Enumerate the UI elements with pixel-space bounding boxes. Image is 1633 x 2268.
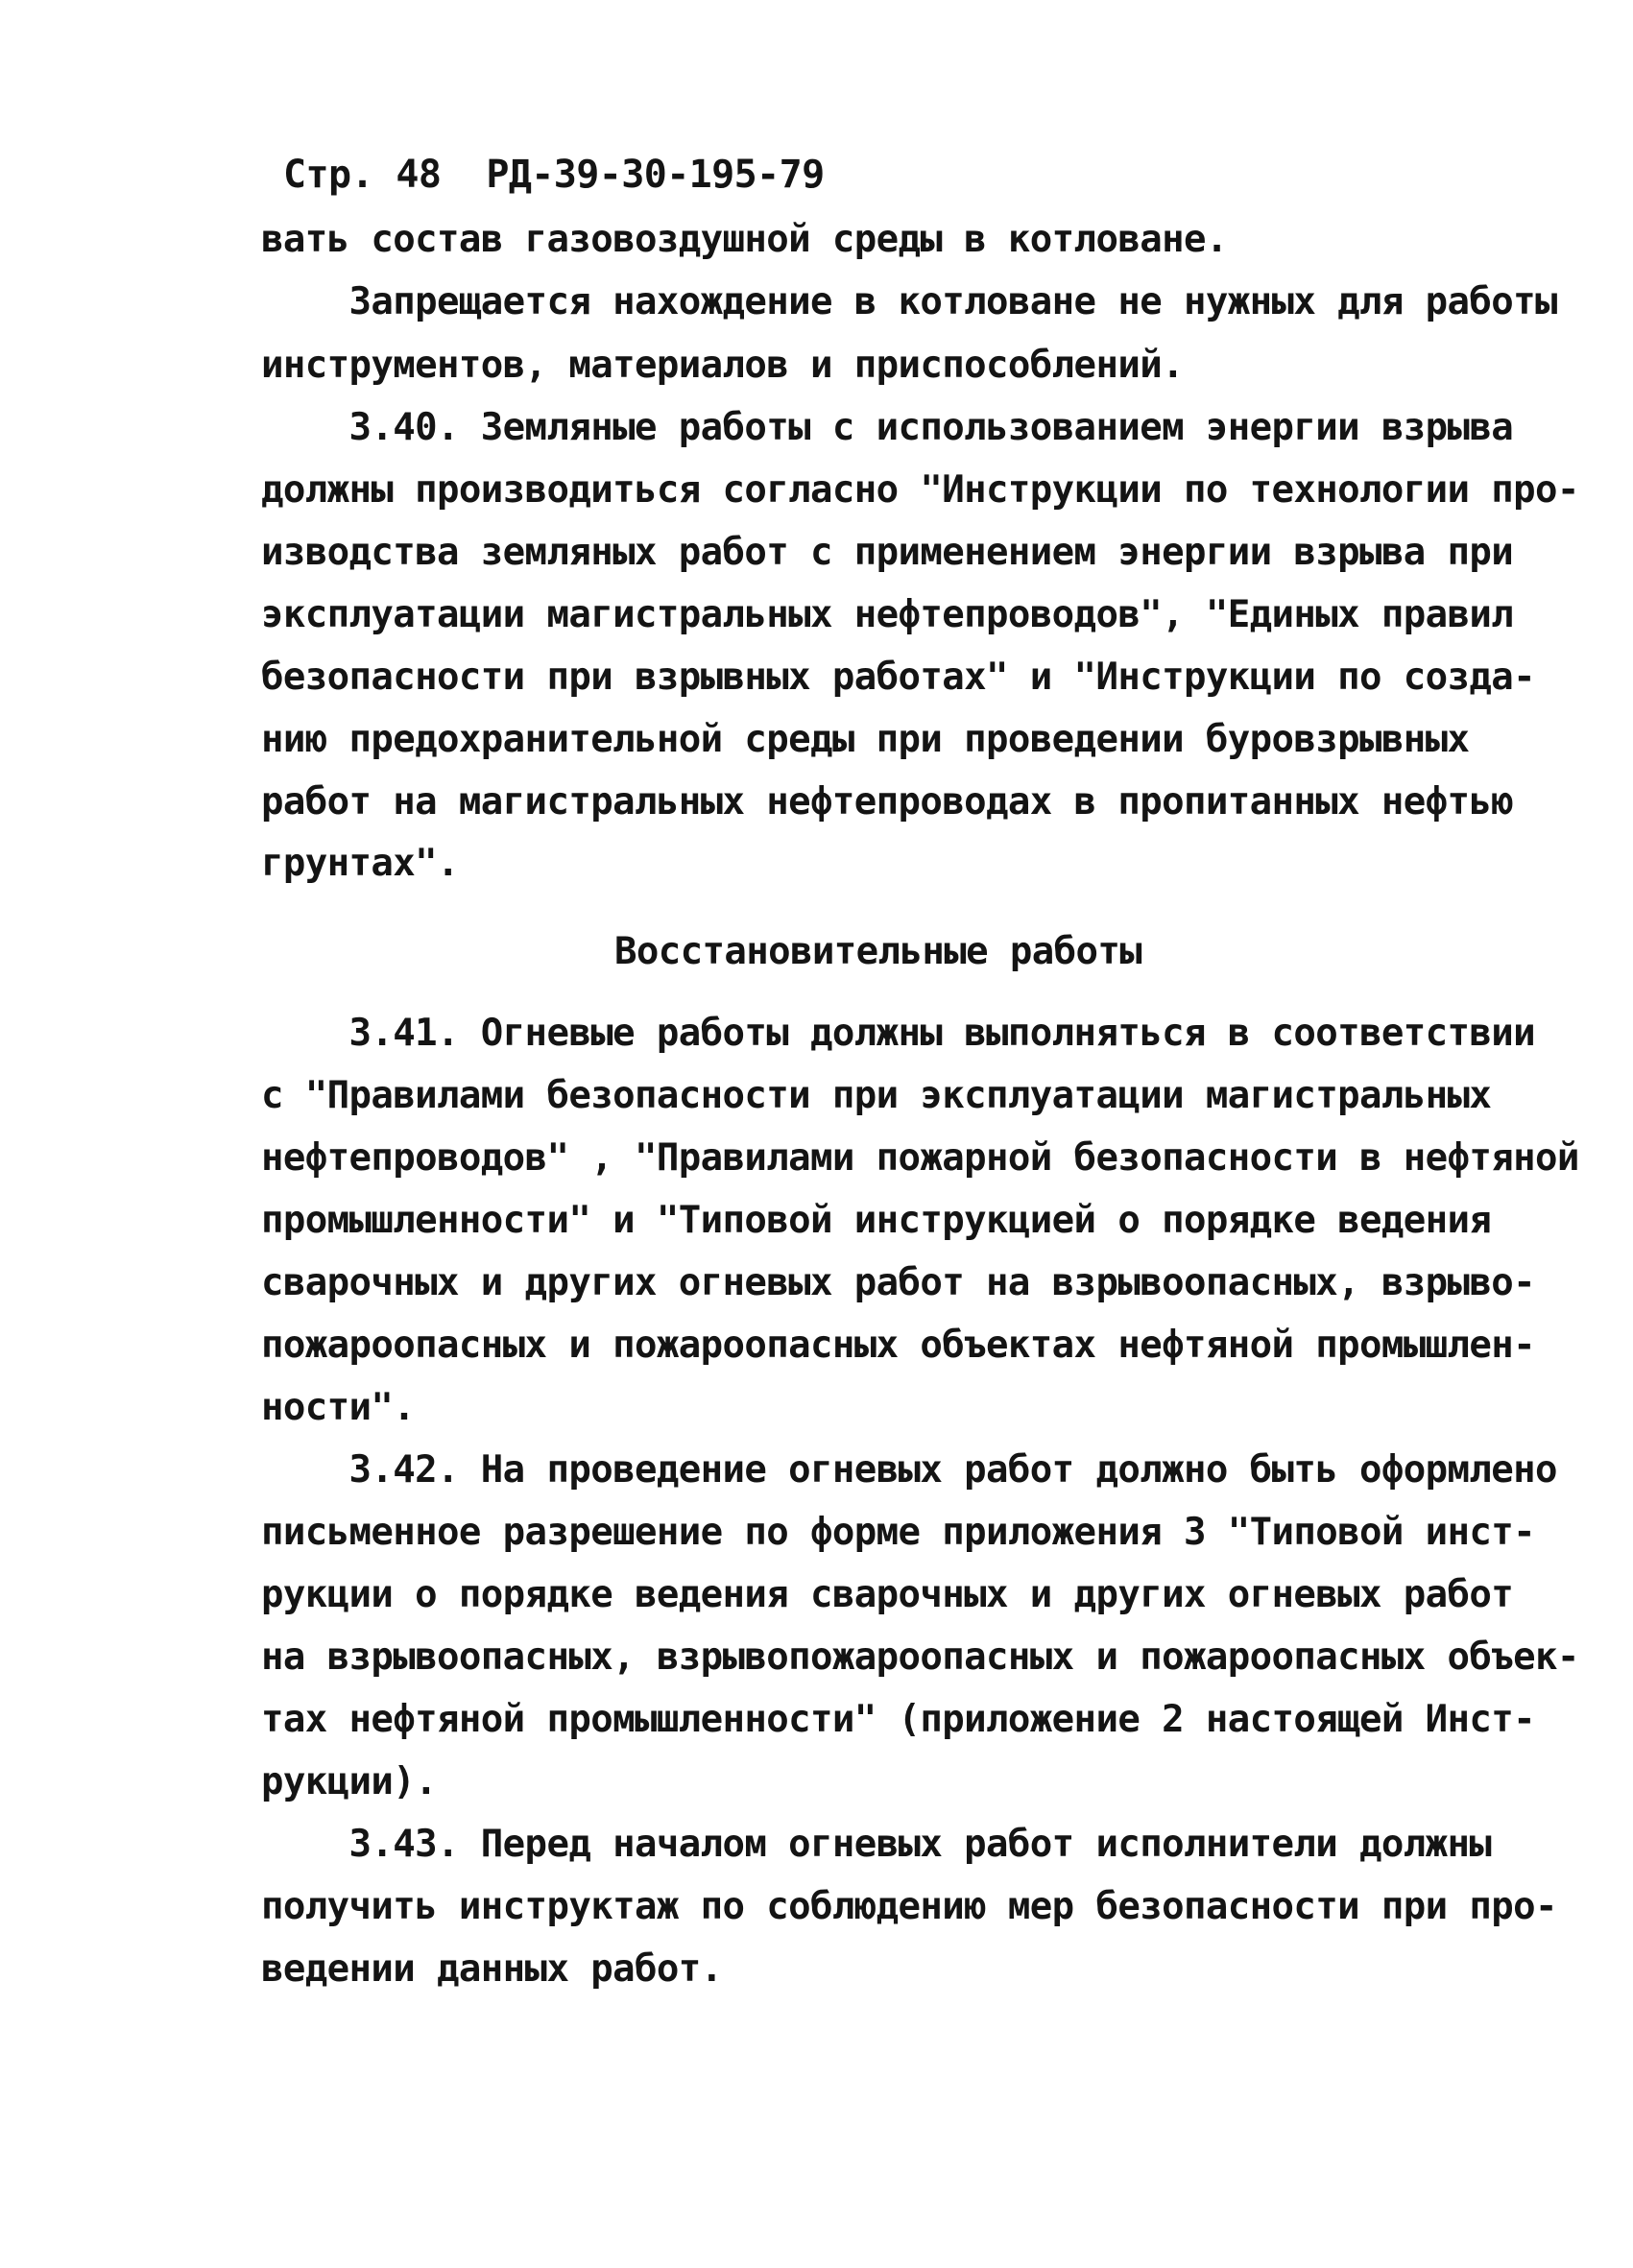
text-line: 3.41. Огневые работы должны выполняться в соответствии xyxy=(261,1012,1536,1055)
text-line: 3.42. На проведение огневых работ должно быть оформлено xyxy=(261,1448,1557,1492)
text-line: Запрещается нахождение в котловане не нужных для работы xyxy=(261,280,1557,323)
text-line: грунтах". xyxy=(261,842,459,885)
section-heading: Восстановительные работы xyxy=(614,930,1142,973)
text-line: с "Правилами безопасности при эксплуатации магистральных xyxy=(261,1074,1492,1117)
page-header: Стр. 48 РД-39-30-195-79 xyxy=(283,153,825,197)
text-line: должны производиться согласно "Инструкции по технологии про- xyxy=(261,468,1579,512)
text-line: тах нефтяной промышленности" (приложение 2 настоящей Инст- xyxy=(261,1698,1536,1741)
text-line: пожароопасных и пожароопасных объектах нефтяной промышлен- xyxy=(261,1324,1536,1367)
text-line: рукции о порядке ведения сварочных и других огневых работ xyxy=(261,1573,1514,1616)
text-line: ности". xyxy=(261,1386,416,1429)
text-line: безопасности при взрывных работах" и "Инструкции по созда- xyxy=(261,656,1536,699)
text-line: получить инструктаж по соблюдению мер безопасности при про- xyxy=(261,1885,1557,1928)
text-line: промышленности" и "Типовой инструкцией о порядке ведения xyxy=(261,1199,1492,1242)
text-line: вать состав газовоздушной среды в котловане. xyxy=(261,218,1228,261)
text-line: работ на магистральных нефтепроводах в пропитанных нефтью xyxy=(261,780,1514,824)
text-line: 3.40. Земляные работы с использованием энергии взрыва xyxy=(261,406,1514,449)
text-line: рукции). xyxy=(261,1760,438,1803)
text-line: ведении данных работ. xyxy=(261,1947,723,1991)
text-line: изводства земляных работ с применением энергии взрыва при xyxy=(261,531,1514,574)
text-line: 3.43. Перед началом огневых работ исполнители должны xyxy=(261,1823,1492,1866)
text-line: нию предохранительной среды при проведении буровзрывных xyxy=(261,718,1470,761)
text-line: на взрывоопасных, взрывопожароопасных и пожароопасных объек- xyxy=(261,1635,1579,1679)
text-line: письменное разрешение по форме приложения 3 "Типовой инст- xyxy=(261,1511,1536,1554)
text-line: сварочных и других огневых работ на взрывоопасных, взрыво- xyxy=(261,1261,1536,1304)
text-line: эксплуатации магистральных нефтепроводов", "Единых правил xyxy=(261,593,1514,636)
text-line: инструментов, материалов и приспособлений. xyxy=(261,344,1184,387)
text-line: нефтепроводов" , "Правилами пожарной безопасности в нефтяной xyxy=(261,1136,1579,1180)
